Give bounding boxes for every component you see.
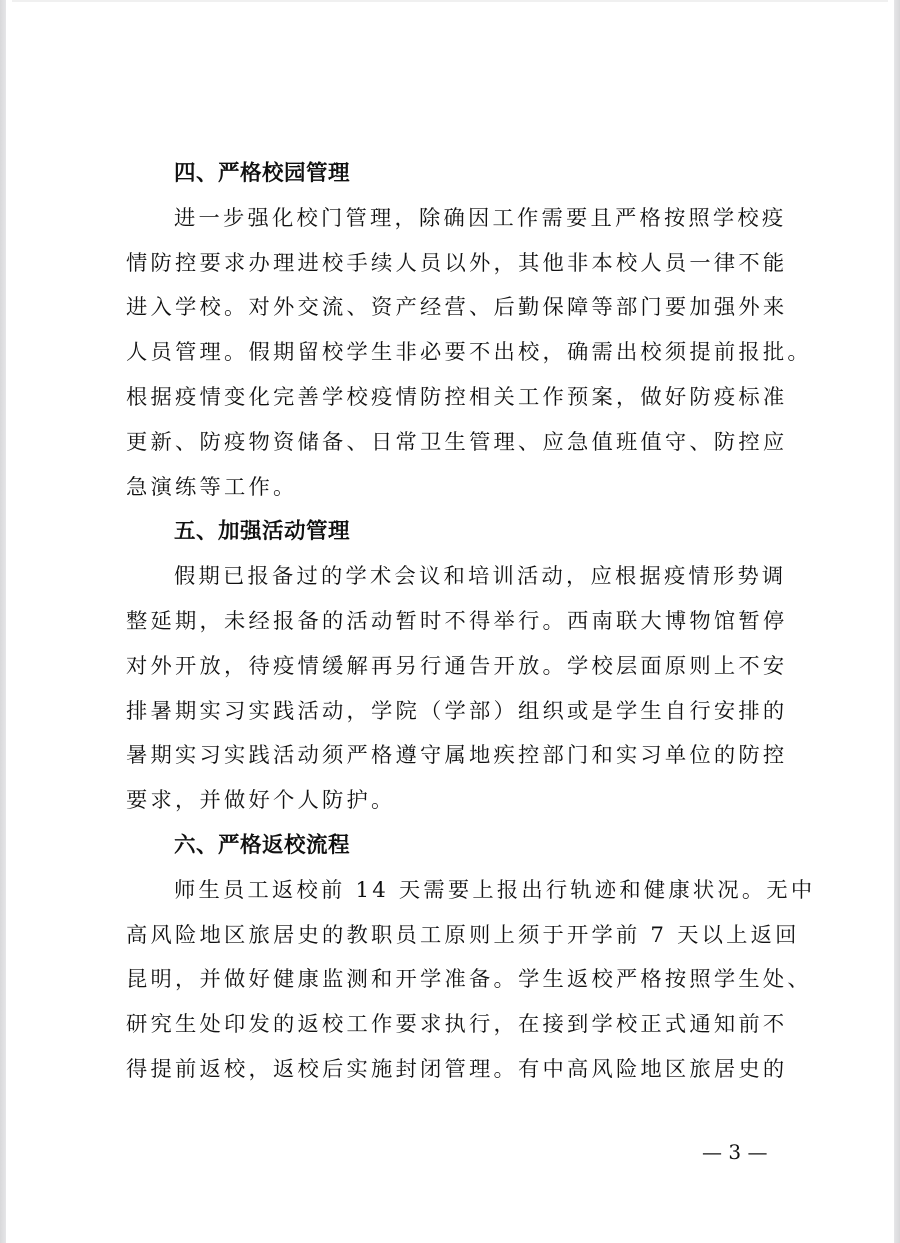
section-heading-activity-management: 五、加强活动管理 (174, 519, 351, 545)
text-line: 暑期实习实践活动须严格遵守属地疾控部门和实习单位的防控 (126, 743, 788, 769)
text-line: 情防控要求办理进校手续人员以外，其他非本校人员一律不能 (126, 250, 788, 276)
text-line: 对外开放，待疫情缓解再另行通告开放。学校层面原则上不安 (126, 653, 788, 679)
text-line: 假期已报备过的学术会议和培训活动，应根据疫情形势调 (174, 564, 787, 590)
page-top-edge (12, 0, 888, 2)
text-line: 师生员工返校前 14 天需要上报出行轨迹和健康状况。无中 (174, 877, 816, 903)
paragraph-activity-management (126, 555, 790, 824)
text-line: 得提前返校，返校后实施封闭管理。有中高风险地区旅居史的 (126, 1056, 788, 1082)
document-page (6, 0, 894, 1243)
paragraph-campus-management (126, 197, 812, 511)
text-line: 人员管理。假期留校学生非必要不出校，确需出校须提前报批。 (126, 340, 812, 366)
text-line: 更新、防疫物资储备、日常卫生管理、应急值班值守、防控应 (126, 429, 788, 455)
text-line: 排暑期实习实践活动，学院（学部）组织或是学生自行安排的 (126, 698, 788, 724)
text-line: 根据疫情变化完善学校疫情防控相关工作预案，做好防疫标准 (126, 384, 788, 410)
text-line: 急演练等工作。 (126, 474, 298, 500)
text-line: 高风险地区旅居史的教职员工原则上须于开学前 7 天以上返回 (126, 922, 800, 948)
text-line: 要求，并做好个人防护。 (126, 788, 396, 814)
document-body (126, 152, 816, 1093)
section-heading-return-process: 六、严格返校流程 (174, 832, 351, 858)
text-line: 进入学校。对外交流、资产经营、后勤保障等部门要加强外来 (126, 295, 788, 321)
viewer-right-border (894, 0, 900, 1243)
paragraph-return-process (126, 869, 816, 1093)
page-number: — 3 — (702, 1140, 768, 1164)
text-line: 整延期，未经报备的活动暂时不得举行。西南联大博物馆暂停 (126, 608, 788, 634)
text-line: 研究生处印发的返校工作要求执行，在接到学校正式通知前不 (126, 1012, 788, 1038)
text-line: 昆明，并做好健康监测和开学准备。学生返校严格按照学生处、 (126, 967, 812, 993)
section-heading-campus-management: 四、严格校园管理 (174, 161, 351, 186)
text-line: 进一步强化校门管理，除确因工作需要且严格按照学校疫 (174, 205, 787, 231)
